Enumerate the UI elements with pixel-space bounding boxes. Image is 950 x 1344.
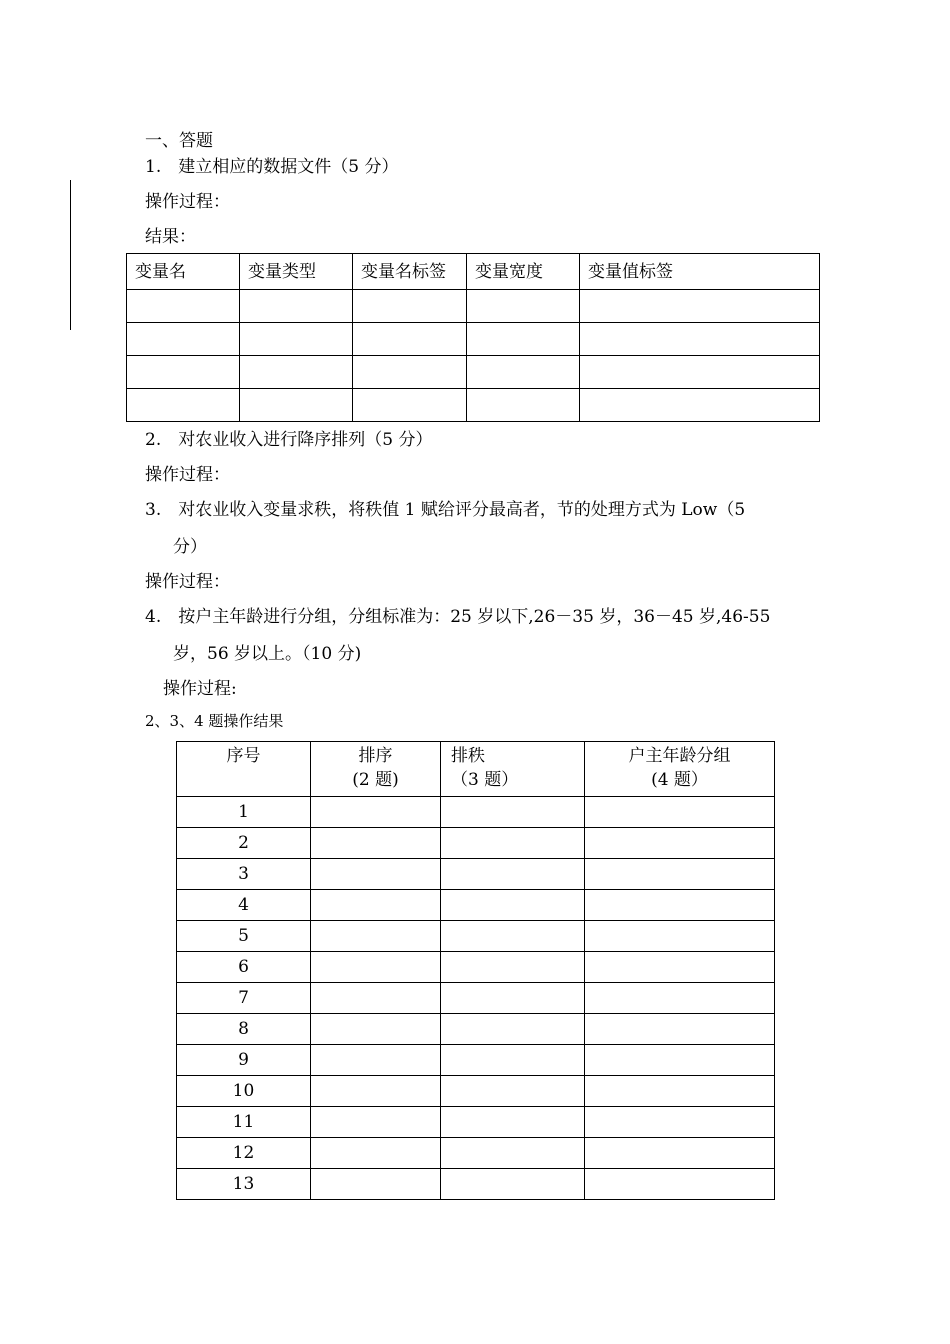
- table-row: [177, 890, 775, 921]
- table-cell[interactable]: [127, 323, 240, 356]
- table-cell[interactable]: [353, 389, 467, 422]
- row-number: 6: [177, 952, 311, 983]
- header-sort: [311, 742, 441, 797]
- table-row: [177, 983, 775, 1014]
- table-cell[interactable]: [467, 290, 580, 323]
- table-cell[interactable]: [585, 921, 775, 952]
- row-number: 11: [177, 1107, 311, 1138]
- header-cell: 变量名标签: [353, 254, 467, 290]
- row-number: 8: [177, 1014, 311, 1045]
- table-cell[interactable]: [240, 356, 353, 389]
- results-table-header: [177, 742, 775, 797]
- section-title: 一、答题: [145, 131, 213, 151]
- header-cell: 变量值标签: [580, 254, 820, 290]
- table-cell[interactable]: [311, 921, 441, 952]
- q4-title-line1: 4. 按户主年龄进行分组，分组标准为：25 岁以下,26－35 岁，36－45 岁,46-55: [145, 607, 771, 627]
- table-cell[interactable]: [585, 890, 775, 921]
- table-cell[interactable]: [240, 290, 353, 323]
- q4-title-line2: 岁，56 岁以上。（10 分): [173, 644, 362, 664]
- header-age-group: [585, 742, 775, 797]
- table-cell[interactable]: [585, 1169, 775, 1200]
- table-cell[interactable]: [127, 290, 240, 323]
- table-row: [127, 290, 820, 323]
- q4-process-label: 操作过程:: [163, 679, 237, 699]
- table-cell[interactable]: [353, 356, 467, 389]
- table-cell[interactable]: [127, 389, 240, 422]
- q1-title: 1. 建立相应的数据文件（5 分）: [145, 157, 399, 177]
- q3-title-line2: 分）: [173, 537, 207, 557]
- row-number: 9: [177, 1045, 311, 1076]
- header-age-group-sub: (4 题）: [651, 770, 708, 790]
- table-row: [177, 797, 775, 828]
- table-cell[interactable]: [311, 828, 441, 859]
- table-cell[interactable]: [441, 952, 585, 983]
- table-cell[interactable]: [311, 1138, 441, 1169]
- table-cell[interactable]: [441, 983, 585, 1014]
- variable-table-header: [127, 254, 820, 290]
- table-row: [177, 952, 775, 983]
- row-number: 4: [177, 890, 311, 921]
- table-cell[interactable]: [585, 859, 775, 890]
- table-cell[interactable]: [585, 1014, 775, 1045]
- table-cell[interactable]: [585, 983, 775, 1014]
- row-number: 2: [177, 828, 311, 859]
- table-row: [177, 921, 775, 952]
- table-cell[interactable]: [311, 1076, 441, 1107]
- table-cell[interactable]: [311, 797, 441, 828]
- row-number: 1: [177, 797, 311, 828]
- row-number: 10: [177, 1076, 311, 1107]
- table-cell[interactable]: [585, 1076, 775, 1107]
- table-cell[interactable]: [311, 1014, 441, 1045]
- table-row: [177, 1107, 775, 1138]
- table-row: [177, 1138, 775, 1169]
- table-cell[interactable]: [585, 797, 775, 828]
- table-cell[interactable]: [441, 1169, 585, 1200]
- table-cell[interactable]: [311, 952, 441, 983]
- q3-title-line1: 3. 对农业收入变量求秩，将秩值 1 赋给评分最高者，节的处理方式为 Low（5: [145, 500, 746, 520]
- row-number: 7: [177, 983, 311, 1014]
- header-rank: [441, 742, 585, 797]
- header-cell: 变量宽度: [467, 254, 580, 290]
- table-cell[interactable]: [580, 290, 820, 323]
- table-row: [127, 323, 820, 356]
- results-table: [176, 741, 775, 1200]
- table-cell[interactable]: [311, 1045, 441, 1076]
- table-cell[interactable]: [311, 983, 441, 1014]
- table-row: [127, 389, 820, 422]
- header-cell: 变量名: [127, 254, 240, 290]
- row-number: 13: [177, 1169, 311, 1200]
- table-cell[interactable]: [441, 921, 585, 952]
- table-cell[interactable]: [441, 828, 585, 859]
- table-row: [177, 1076, 775, 1107]
- table-cell[interactable]: [585, 828, 775, 859]
- results-title: 2、3、4 题操作结果: [145, 712, 284, 730]
- table-row: [177, 828, 775, 859]
- table-row: [177, 859, 775, 890]
- row-number: 5: [177, 921, 311, 952]
- table-cell[interactable]: [311, 859, 441, 890]
- q1-process-label: 操作过程：: [145, 192, 230, 212]
- row-number: 3: [177, 859, 311, 890]
- variable-table: [126, 253, 820, 422]
- header-serial-label: 序号: [226, 746, 261, 766]
- table-cell[interactable]: [441, 890, 585, 921]
- header-rank-label: 排秩: [451, 746, 485, 766]
- header-cell: 变量类型: [240, 254, 353, 290]
- row-number: 12: [177, 1138, 311, 1169]
- header-rank-sub: （3 题）: [451, 770, 519, 790]
- header-age-group-label: 户主年龄分组: [628, 746, 731, 766]
- table-cell[interactable]: [441, 859, 585, 890]
- table-cell[interactable]: [311, 1169, 441, 1200]
- header-sort-label: 排序: [358, 746, 393, 766]
- margin-bar: [70, 180, 71, 330]
- table-cell[interactable]: [441, 1045, 585, 1076]
- table-cell[interactable]: [240, 323, 353, 356]
- table-cell[interactable]: [580, 356, 820, 389]
- header-serial: [177, 742, 311, 797]
- table-row: [177, 1169, 775, 1200]
- table-cell[interactable]: [585, 1138, 775, 1169]
- table-cell[interactable]: [353, 323, 467, 356]
- q3-process-label: 操作过程：: [145, 572, 230, 592]
- table-cell[interactable]: [580, 323, 820, 356]
- table-cell[interactable]: [127, 356, 240, 389]
- table-cell[interactable]: [441, 797, 585, 828]
- table-cell[interactable]: [311, 890, 441, 921]
- table-cell[interactable]: [441, 1138, 585, 1169]
- table-cell[interactable]: [467, 389, 580, 422]
- q2-process-label: 操作过程：: [145, 465, 230, 485]
- q1-result-label: 结果：: [145, 227, 196, 247]
- table-cell[interactable]: [353, 290, 467, 323]
- table-cell[interactable]: [441, 1076, 585, 1107]
- table-row: [127, 356, 820, 389]
- table-cell[interactable]: [441, 1107, 585, 1138]
- q2-title: 2. 对农业收入进行降序排列（5 分）: [145, 430, 433, 450]
- table-cell[interactable]: [240, 389, 353, 422]
- table-cell[interactable]: [467, 356, 580, 389]
- table-cell[interactable]: [585, 1045, 775, 1076]
- header-sort-sub: (2 题): [352, 770, 399, 790]
- table-cell[interactable]: [585, 1107, 775, 1138]
- table-row: [177, 1045, 775, 1076]
- table-cell[interactable]: [585, 952, 775, 983]
- table-row: [177, 1014, 775, 1045]
- table-cell[interactable]: [311, 1107, 441, 1138]
- table-cell[interactable]: [580, 389, 820, 422]
- table-cell[interactable]: [467, 323, 580, 356]
- table-cell[interactable]: [441, 1014, 585, 1045]
